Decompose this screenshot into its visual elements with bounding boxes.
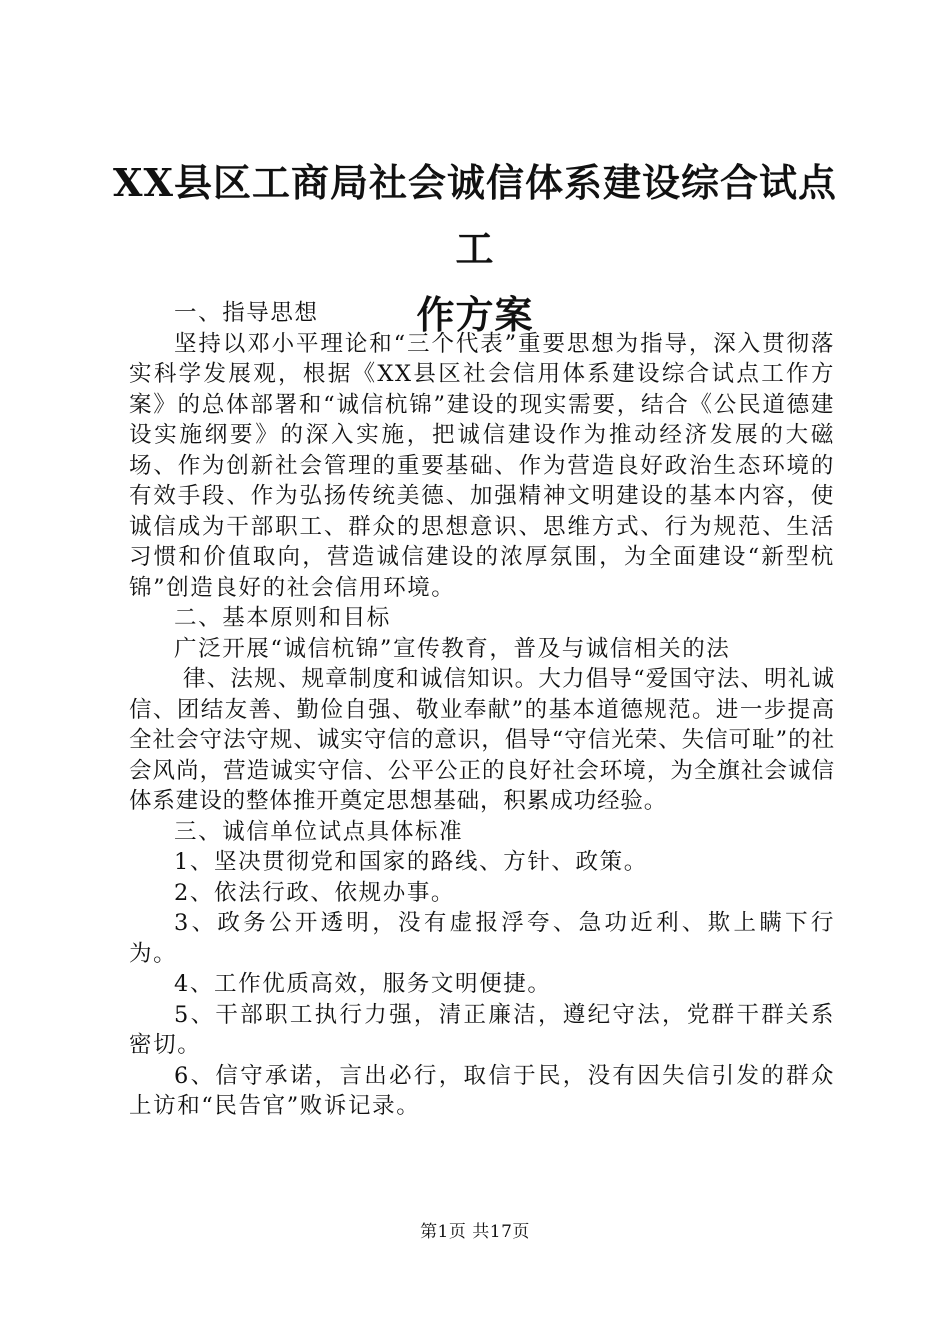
- paragraph-principles-continued: 律、法规、规章制度和诚信知识。大力倡导“爱国守法、明礼诚信、团结友善、勤俭自强、敬业奉献”的基本道德规范。进一步提高全社会守法守规、诚实守信的意识，倡导“守信光荣、失信可耻”的社会风尚，营造诚实守信、公平公正的良好社会环境，为全旗社会诚信体系建设的整体推开奠定思想基础，积累成功经验。: [129, 666, 835, 814]
- list-item-standard-4: 4、工作优质高效，服务文明便捷。: [174, 971, 552, 997]
- list-item-standard-2: 2、依法行政、依规办事。: [174, 879, 456, 906]
- list-item-standard-6: 6、信守承诺，言出必行，取信于民，没有因失信引发的群众上访和“民告官”败诉记录。: [129, 1062, 835, 1119]
- paragraph-principles-start: 广泛开展“诚信杭锦”宣传教育，普及与诚信相关的法: [174, 635, 731, 662]
- paragraph-guiding-ideology: 坚持以邓小平理论和“三个代表”重要思想为指导，深入贯彻落实科学发展观，根据《XX县区社会信用体系建设综合试点工作方案》的总体部署和“诚信杭锦”建设的现实需要，结合《公民道德建设实施纲要》的深入实施，把诚信建设作为推动经济发展的大磁场、作为创新社会管理的重要基础、作为营造良好政治生态环境的有效手段、作为弘扬传统美德、加强精神文明建设的基本内容，使诚信成为干部职工、群众的思想意识、思维方式、行为规范、生活习惯和价值取向，营造诚信建设的浓厚氛围，为全面建设“新型杭锦”创造良好的社会信用环境。: [129, 330, 835, 601]
- page-footer: 第1页 共17页: [420, 1222, 530, 1242]
- list-item-standard-3: 3、政务公开透明，没有虚报浮夸、急功近利、欺上瞒下行为。: [129, 910, 835, 967]
- section-heading-1: 一、指导思想: [174, 300, 319, 326]
- document-body: [129, 298, 835, 1122]
- section-heading-3: 三、诚信单位试点具体标准: [174, 818, 464, 845]
- list-item-standard-1: 1、坚决贯彻党和国家的路线、方针、政策。: [174, 849, 648, 875]
- title-line-1: XX县区工商局社会诚信体系建设综合试点工: [113, 160, 837, 271]
- section-heading-2: 二、基本原则和目标: [174, 605, 391, 631]
- title-line-2: 作方案: [416, 292, 534, 337]
- list-item-standard-5: 5、干部职工执行力强，清正廉洁，遵纪守法，党群干群关系密切。: [129, 1001, 835, 1058]
